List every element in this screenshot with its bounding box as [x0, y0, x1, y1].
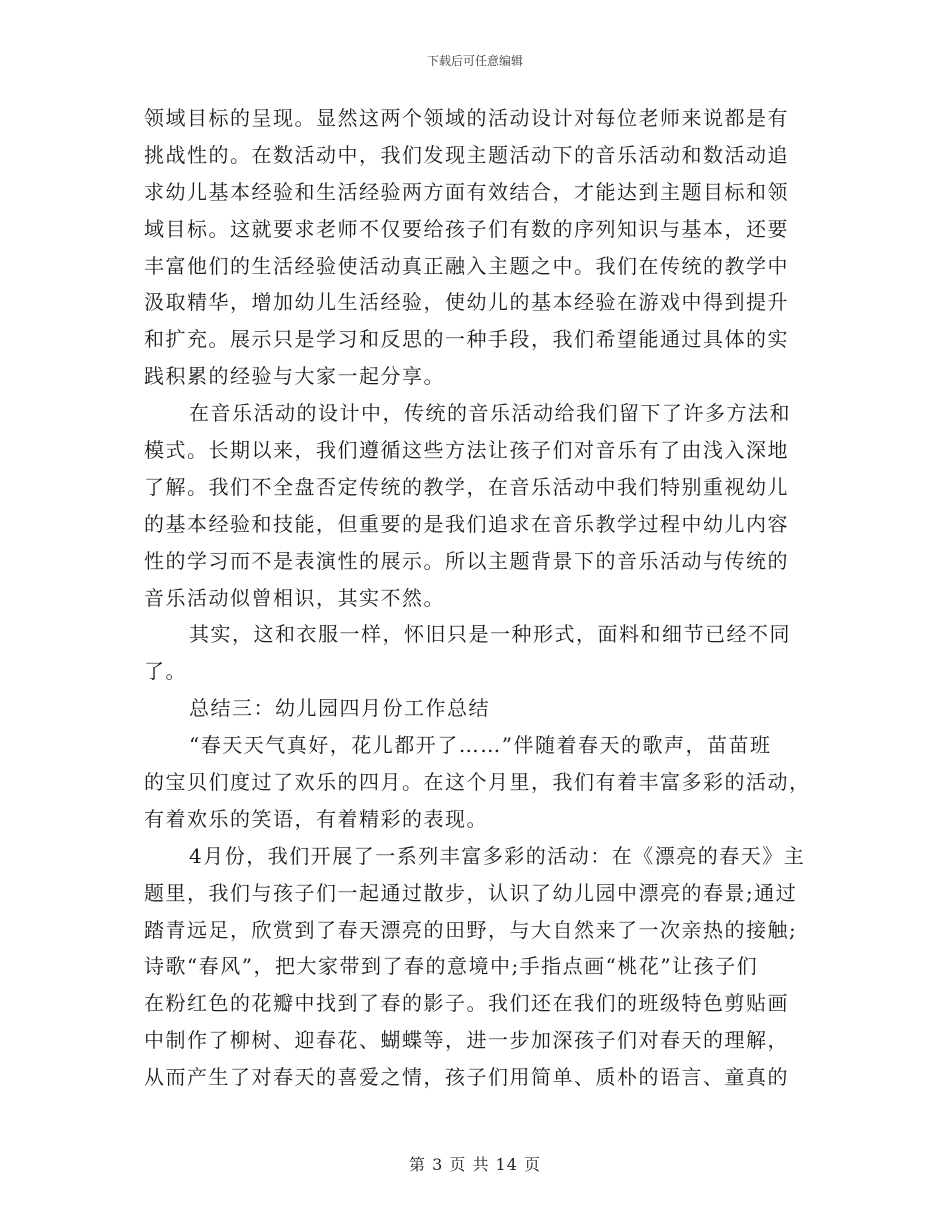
text-line: 的基本经验和技能，但重要的是我们追求在音乐教学过程中幼儿内容 — [144, 511, 789, 536]
text-line: 在粉红色的花瓣中找到了春的影子。我们还在我们的班级特色剪贴画 — [144, 991, 789, 1016]
text-line: 了解。我们不全盘否定传统的教学，在音乐活动中我们特别重视幼儿 — [144, 474, 789, 499]
text-line: 题里，我们与孩子们一起通过散步，认识了幼儿园中漂亮的春景;通过 — [144, 880, 798, 905]
text-line: 丰富他们的生活经验使活动真正融入主题之中。我们在传统的教学中 — [144, 253, 789, 278]
text-line: 域目标。这就要求老师不仅要给孩子们有数的序列知识与基本，还要 — [144, 216, 789, 241]
text-line: 的宝贝们度过了欢乐的四月。在这个月里，我们有着丰富多彩的活动， — [144, 770, 811, 795]
text-line: 挑战性的。在数活动中，我们发现主题活动下的音乐活动和数活动追 — [144, 142, 789, 167]
section-heading: 总结三：幼儿园四月份工作总结 — [189, 696, 490, 721]
text-line: 中制作了柳树、迎春花、蝴蝶等，进一步加深孩子们对春天的理解， — [144, 1028, 789, 1053]
text-line: 求幼儿基本经验和生活经验两方面有效结合，才能达到主题目标和领 — [144, 179, 789, 204]
page-number-footer: 第 3 页 共 14 页 — [409, 1155, 541, 1174]
text-line: 有着欢乐的笑语，有着精彩的表现。 — [144, 806, 488, 831]
document-body — [144, 100, 811, 1096]
paragraph-start-line: 其实，这和衣服一样，怀旧只是一种形式，面料和细节已经不同 — [189, 622, 791, 647]
paragraph-start-line: “春天天气真好，花儿都开了……”伴随着春天的歌声，苗苗班 — [189, 733, 772, 758]
text-line: 模式。长期以来，我们遵循这些方法让孩子们对音乐有了由浅入深地 — [144, 438, 789, 463]
page-header: 下载后可任意编辑 — [426, 54, 523, 68]
text-line: 音乐活动似曾相识，其实不然。 — [144, 585, 445, 610]
text-line: 性的学习而不是表演性的展示。所以主题背景下的音乐活动与传统的 — [144, 548, 789, 573]
text-line: 诗歌“春风”，把大家带到了春的意境中;手指点画“桃花”让孩子们 — [144, 954, 759, 979]
text-line: 和扩充。展示只是学习和反思的一种手段，我们希望能通过具体的实 — [144, 327, 789, 352]
text-line: 从而产生了对春天的喜爱之情，孩子们用简单、质朴的语言、童真的 — [144, 1065, 789, 1090]
text-line: 了。 — [144, 659, 187, 684]
paragraph-start-line: 4月份，我们开展了一系列丰富多彩的活动：在《漂亮的春天》主 — [189, 843, 806, 868]
paragraph-start-line: 在音乐活动的设计中，传统的音乐活动给我们留下了许多方法和 — [189, 401, 791, 426]
text-line: 踏青远足，欣赏到了春天漂亮的田野，与大自然来了一次亲热的接触; — [144, 917, 798, 942]
text-line: 领域目标的呈现。显然这两个领域的活动设计对每位老师来说都是有 — [144, 106, 789, 130]
text-line: 汲取精华，增加幼儿生活经验，使幼儿的基本经验在游戏中得到提升 — [144, 290, 789, 315]
text-line: 践积累的经验与大家一起分享。 — [144, 364, 445, 389]
